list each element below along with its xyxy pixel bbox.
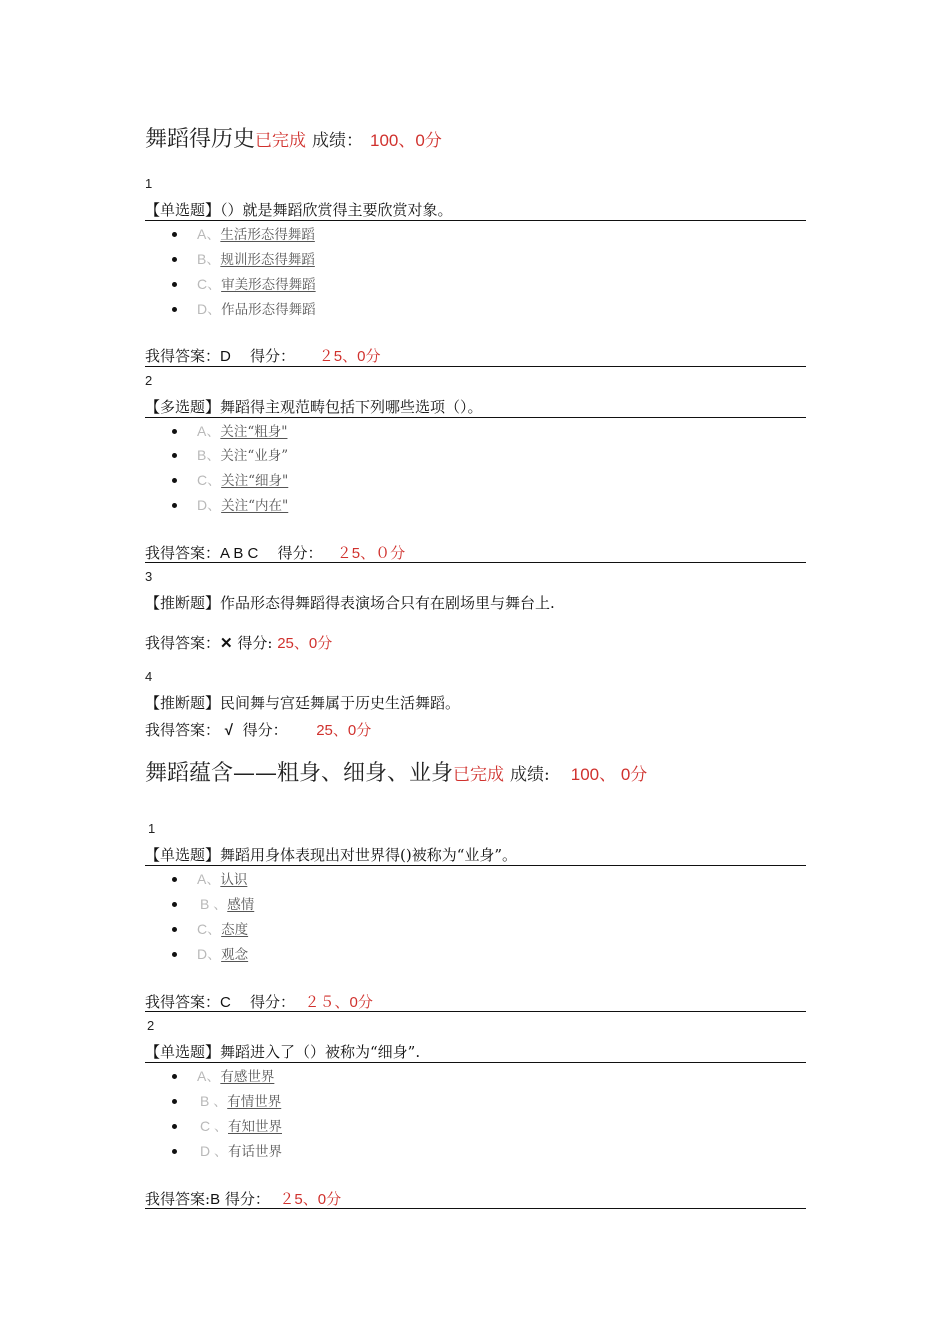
answer-line [145, 991, 373, 1012]
option-text: 感情 [227, 897, 255, 913]
bullet-icon [172, 927, 177, 932]
status-badge: 已完成 [255, 131, 307, 151]
question-text: 【推断题】民间舞与宫廷舞属于历史生活舞蹈。 [145, 694, 461, 712]
answer-value: D [220, 348, 231, 365]
option-text: 有话世界 [228, 1144, 282, 1160]
section-title: 舞蹈得历史 [145, 127, 256, 152]
score-label: 得分： [224, 1190, 270, 1208]
option-text: 关注“内在" [221, 498, 289, 514]
answer-label: 我得答案： [145, 634, 221, 652]
question-number: 4 [145, 669, 153, 684]
option-d[interactable] [172, 944, 248, 964]
question-number: 3 [145, 569, 153, 584]
question-text: 【单选题】（）就是舞蹈欣赏得主要欣赏对象。 [145, 201, 453, 219]
score-value: 25、0分 [316, 722, 372, 739]
option-c[interactable] [172, 470, 288, 490]
option-a[interactable] [172, 421, 287, 441]
bullet-icon [172, 429, 177, 434]
question-text: 【单选题】舞蹈用身体表现出对世界得()被称为“业身”。 [145, 846, 518, 864]
score-label: 得分: [237, 634, 273, 652]
option-text: 有感世界 [220, 1069, 275, 1085]
answer-value: ✕ [220, 635, 233, 652]
option-c[interactable] [172, 919, 248, 939]
option-text: 审美形态得舞蹈 [221, 277, 316, 293]
score-value: ２5、0分 [279, 1191, 342, 1208]
answer-label: 我得答案： [145, 721, 221, 739]
answer-value: √ [224, 722, 234, 739]
option-b[interactable] [172, 445, 288, 465]
bullet-icon [172, 1124, 177, 1129]
grade-value: 100、0分 [370, 131, 442, 150]
answer-label: 我得答案： [145, 544, 221, 562]
score-value: 25、0分 [277, 635, 333, 652]
option-d[interactable] [172, 1141, 282, 1161]
option-a[interactable] [172, 869, 247, 889]
option-c[interactable] [172, 1116, 282, 1136]
option-letter: D 、 [200, 1143, 228, 1159]
grade-label: 成绩： [312, 131, 364, 151]
score-label: 得分： [249, 993, 295, 1011]
bullet-icon [172, 453, 177, 458]
status-badge: 已完成 [453, 765, 505, 785]
option-letter: D、 [197, 946, 222, 962]
bullet-icon [172, 1074, 177, 1079]
question-text: 【多选题】舞蹈得主观范畴包括下列哪些选项（）。 [145, 398, 483, 416]
option-d[interactable] [172, 299, 316, 319]
option-d[interactable] [172, 495, 288, 515]
option-letter: B 、 [200, 896, 228, 912]
question-number: 1 [145, 176, 153, 191]
section-1-header [145, 122, 442, 153]
option-letter: C 、 [200, 1118, 228, 1134]
divider [145, 1208, 806, 1209]
bullet-icon [172, 1149, 177, 1154]
option-letter: A、 [197, 423, 221, 439]
question-text: 【单选题】舞蹈进入了（）被称为“细身”. [145, 1043, 421, 1061]
answer-line [145, 542, 405, 563]
answer-label: 我得答案: [145, 1190, 211, 1208]
option-b[interactable] [172, 1091, 281, 1111]
score-value: ２５、0分 [304, 994, 373, 1011]
section-title: 舞蹈蕴含——粗身、细身、业身 [145, 761, 454, 786]
question-text: 【推断题】作品形态得舞蹈得表演场合只有在剧场里与舞台上. [145, 594, 555, 612]
option-letter: A、 [197, 871, 221, 887]
score-value: ２5、０分 [336, 545, 406, 562]
option-text: 生活形态得舞蹈 [220, 227, 315, 243]
grade-label: 成绩: [510, 765, 550, 785]
option-text: 有知世界 [228, 1119, 282, 1135]
answer-value: B [210, 1191, 221, 1208]
bullet-icon [172, 877, 177, 882]
divider [145, 1062, 806, 1063]
answer-label: 我得答案： [145, 993, 221, 1011]
option-letter: A、 [197, 226, 221, 242]
option-text: 关注“粗身" [220, 424, 288, 440]
option-c[interactable] [172, 274, 316, 294]
option-letter: D、 [197, 497, 222, 513]
question-number: 2 [145, 373, 153, 388]
bullet-icon [172, 282, 177, 287]
option-letter: C、 [197, 276, 222, 292]
option-text: 认识 [220, 872, 248, 888]
answer-line [145, 345, 380, 366]
option-letter: B、 [197, 251, 221, 267]
answer-line [145, 1188, 341, 1209]
divider [145, 562, 806, 563]
option-b[interactable] [172, 249, 315, 269]
score-label: 得分： [249, 347, 295, 365]
bullet-icon [172, 307, 177, 312]
answer-value: C [220, 994, 231, 1011]
divider [145, 865, 806, 866]
option-text: 观念 [221, 947, 249, 963]
option-a[interactable] [172, 224, 315, 244]
divider [145, 1011, 806, 1012]
divider [145, 417, 806, 418]
option-text: 作品形态得舞蹈 [221, 302, 316, 318]
question-number: 1 [148, 821, 156, 836]
option-text: 规训形态得舞蹈 [220, 252, 315, 268]
option-a[interactable] [172, 1066, 274, 1086]
option-letter: D、 [197, 301, 222, 317]
section-2-header [145, 756, 647, 787]
bullet-icon [172, 503, 177, 508]
answer-line [145, 719, 371, 740]
score-label: 得分： [242, 721, 288, 739]
divider [145, 220, 806, 221]
bullet-icon [172, 257, 177, 262]
answer-label: 我得答案： [145, 347, 221, 365]
option-text: 关注“细身" [221, 473, 289, 489]
option-letter: C、 [197, 921, 222, 937]
bullet-icon [172, 952, 177, 957]
option-text: 有情世界 [227, 1094, 282, 1110]
score-label: 得分： [277, 544, 323, 562]
grade-value: 100、 0分 [570, 765, 648, 784]
divider [145, 366, 806, 367]
option-letter: A、 [197, 1068, 221, 1084]
answer-value: A B C [220, 545, 259, 562]
answer-line [145, 632, 332, 653]
option-letter: C、 [197, 472, 222, 488]
option-letter: B、 [197, 447, 221, 463]
option-text: 关注“业身” [220, 448, 289, 464]
score-value: ２5、0分 [318, 348, 381, 365]
option-text: 态度 [221, 922, 249, 938]
option-b[interactable] [172, 894, 254, 914]
bullet-icon [172, 478, 177, 483]
option-letter: B 、 [200, 1093, 228, 1109]
bullet-icon [172, 1099, 177, 1104]
question-number: 2 [147, 1018, 155, 1033]
bullet-icon [172, 902, 177, 907]
bullet-icon [172, 232, 177, 237]
